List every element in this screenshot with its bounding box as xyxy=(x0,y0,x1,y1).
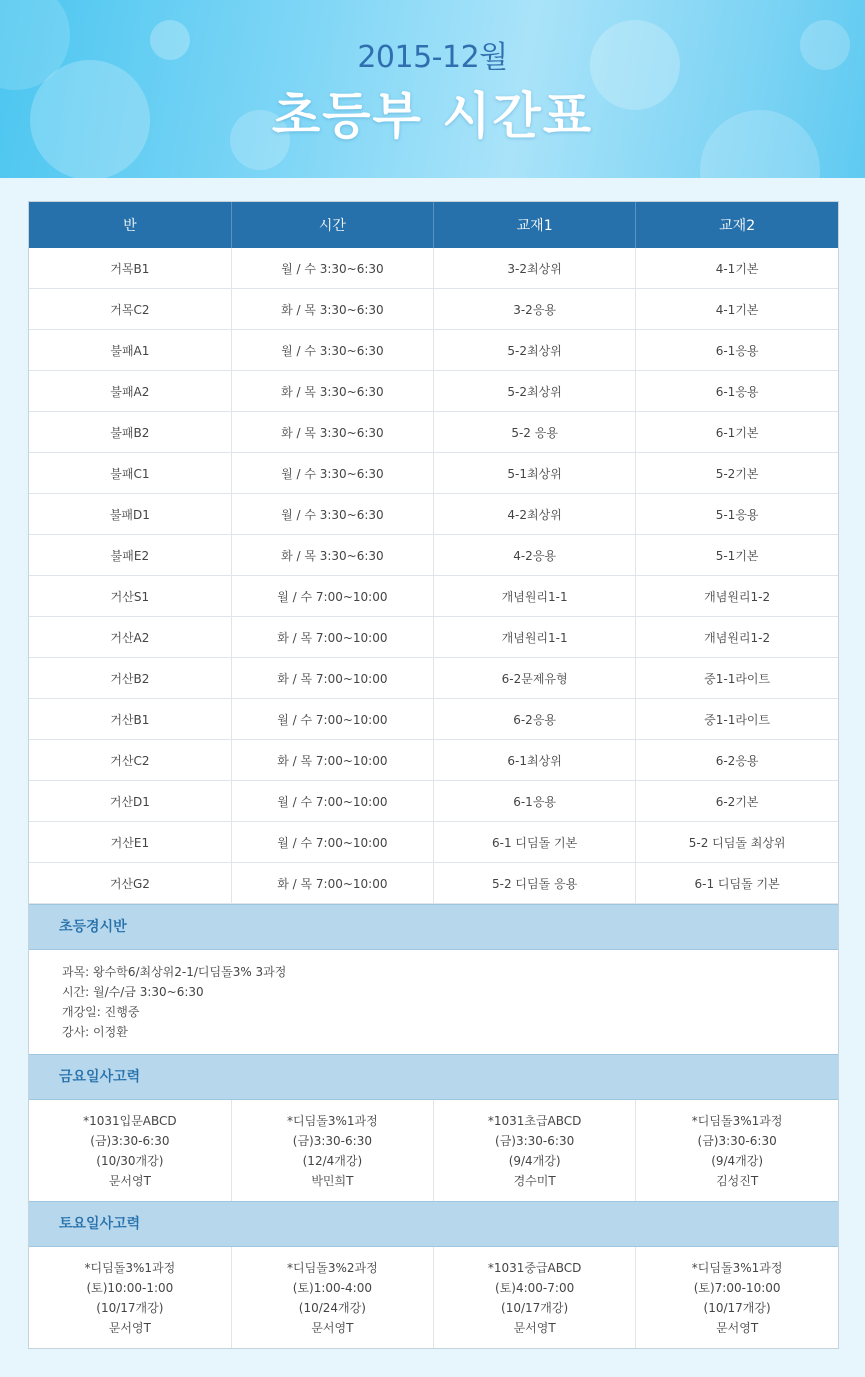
table-header-row xyxy=(29,202,838,248)
course-card-line: 문서영T xyxy=(716,1320,759,1335)
cell-book1: 3-2응용 xyxy=(434,289,636,330)
table-row xyxy=(29,617,838,658)
table-row xyxy=(29,248,838,289)
table-row xyxy=(29,535,838,576)
cell-book1: 6-1최상위 xyxy=(434,740,636,781)
saturday-cards xyxy=(29,1247,838,1348)
cell-class: 거산B2 xyxy=(29,658,231,699)
cell-time: 월 / 수 7:00~10:00 xyxy=(231,699,433,740)
table-row xyxy=(29,863,838,904)
cell-book2: 중1-1라이트 xyxy=(636,699,838,740)
cell-book1: 개념원리1-1 xyxy=(434,617,636,658)
cell-book1: 5-2 디딤돌 응용 xyxy=(434,863,636,904)
cell-time: 월 / 수 3:30~6:30 xyxy=(231,330,433,371)
cell-class: 불패B2 xyxy=(29,412,231,453)
course-card-line: (10/30개강) xyxy=(96,1153,164,1168)
cell-class: 거목C2 xyxy=(29,289,231,330)
friday-card-row xyxy=(29,1100,838,1201)
cell-book2: 개념원리1-2 xyxy=(636,576,838,617)
cell-time: 화 / 목 7:00~10:00 xyxy=(231,617,433,658)
course-card-line: *디딤돌3%1과정 xyxy=(84,1260,176,1275)
cell-book2: 5-1응용 xyxy=(636,494,838,535)
course-card-line: (9/4개강) xyxy=(711,1153,764,1168)
table-row xyxy=(29,781,838,822)
friday-section-title: 금요일사고력 xyxy=(29,1054,838,1100)
course-card-line: (10/17개강) xyxy=(501,1300,569,1315)
cell-book2: 6-2기본 xyxy=(636,781,838,822)
cell-class: 거목B1 xyxy=(29,248,231,289)
cell-class: 거산G2 xyxy=(29,863,231,904)
cell-book2: 6-1응용 xyxy=(636,330,838,371)
cell-class: 불패A2 xyxy=(29,371,231,412)
table-row xyxy=(29,412,838,453)
cell-book2: 중1-1라이트 xyxy=(636,658,838,699)
course-card-line: 경수미T xyxy=(513,1173,556,1188)
cell-time: 월 / 수 3:30~6:30 xyxy=(231,453,433,494)
cell-time: 화 / 목 3:30~6:30 xyxy=(231,535,433,576)
cell-time: 화 / 목 3:30~6:30 xyxy=(231,289,433,330)
course-card-line: 김성진T xyxy=(716,1173,759,1188)
cell-book1: 4-2최상위 xyxy=(434,494,636,535)
table-row xyxy=(29,658,838,699)
schedule-body xyxy=(29,248,838,904)
contest-info-line: 시간: 월/수/금 3:30~6:30 xyxy=(62,985,204,999)
cell-time: 화 / 목 7:00~10:00 xyxy=(231,740,433,781)
course-card-line: *디딤돌3%1과정 xyxy=(691,1113,783,1128)
friday-cards xyxy=(29,1100,838,1201)
cell-time: 월 / 수 7:00~10:00 xyxy=(231,576,433,617)
course-card-line: *1031초급ABCD xyxy=(487,1113,582,1128)
cell-book1: 개념원리1-1 xyxy=(434,576,636,617)
table-row xyxy=(29,740,838,781)
course-card-line: 문서영T xyxy=(513,1320,556,1335)
contest-info-line: 강사: 이정환 xyxy=(62,1025,128,1039)
page-subtitle: 2015-12월 xyxy=(357,40,508,75)
table-row xyxy=(29,822,838,863)
cell-book2: 6-1 디딤돌 기본 xyxy=(636,863,838,904)
cell-book2: 6-1응용 xyxy=(636,371,838,412)
cell-class: 불패E2 xyxy=(29,535,231,576)
timetable-panel xyxy=(28,201,839,1349)
cell-class: 불패A1 xyxy=(29,330,231,371)
col-header-book2: 교재2 xyxy=(636,202,838,248)
col-header-book1: 교재1 xyxy=(434,202,636,248)
table-row xyxy=(29,576,838,617)
course-card-line: *디딤돌3%2과정 xyxy=(287,1260,378,1275)
course-card-line: (9/4개강) xyxy=(508,1153,561,1168)
cell-class: 거산E1 xyxy=(29,822,231,863)
cell-book2: 4-1기본 xyxy=(636,289,838,330)
cell-book1: 5-2최상위 xyxy=(434,371,636,412)
contest-info-line: 개강일: 진행중 xyxy=(62,1005,140,1019)
cell-book1: 3-2최상위 xyxy=(434,248,636,289)
table-row xyxy=(29,453,838,494)
cell-book2: 6-1기본 xyxy=(636,412,838,453)
cell-book2: 6-2응용 xyxy=(636,740,838,781)
cell-book2: 4-1기본 xyxy=(636,248,838,289)
contest-info-line: 과목: 왕수학6/최상위2-1/디딤돌3% 3과정 xyxy=(62,965,287,979)
course-card-line: *디딤돌3%1과정 xyxy=(691,1260,783,1275)
saturday-course-card xyxy=(636,1247,838,1348)
course-card-line: (10/17개강) xyxy=(96,1300,164,1315)
cell-time: 월 / 수 7:00~10:00 xyxy=(231,822,433,863)
cell-book1: 6-1응용 xyxy=(434,781,636,822)
cell-book1: 6-2응용 xyxy=(434,699,636,740)
cell-class: 거산B1 xyxy=(29,699,231,740)
schedule-table xyxy=(29,202,838,904)
course-card-line: (금)3:30-6:30 xyxy=(495,1133,575,1148)
contest-info xyxy=(29,950,838,1054)
cell-class: 불패D1 xyxy=(29,494,231,535)
course-card-line: 문서영T xyxy=(108,1173,151,1188)
page-title: 초등부 시간표 xyxy=(271,87,594,145)
table-row xyxy=(29,289,838,330)
course-card-line: (금)3:30-6:30 xyxy=(292,1133,372,1148)
col-header-time: 시간 xyxy=(231,202,433,248)
course-card-line: (토)10:00-1:00 xyxy=(86,1280,174,1295)
table-row xyxy=(29,371,838,412)
cell-book1: 5-2최상위 xyxy=(434,330,636,371)
course-card-line: (10/17개강) xyxy=(703,1300,771,1315)
course-card-line: 문서영T xyxy=(311,1320,354,1335)
course-card-line: *1031입문ABCD xyxy=(83,1113,177,1128)
saturday-course-card xyxy=(29,1247,231,1348)
friday-course-card xyxy=(231,1100,433,1201)
saturday-course-card xyxy=(434,1247,636,1348)
cell-time: 화 / 목 7:00~10:00 xyxy=(231,658,433,699)
cell-book1: 4-2응용 xyxy=(434,535,636,576)
cell-book1: 6-1 디딤돌 기본 xyxy=(434,822,636,863)
friday-course-card xyxy=(636,1100,838,1201)
course-card-line: *디딤돌3%1과정 xyxy=(287,1113,378,1128)
saturday-course-card xyxy=(231,1247,433,1348)
friday-course-card xyxy=(434,1100,636,1201)
table-row xyxy=(29,330,838,371)
saturday-card-row xyxy=(29,1247,838,1348)
cell-time: 화 / 목 3:30~6:30 xyxy=(231,371,433,412)
table-row xyxy=(29,494,838,535)
cell-time: 월 / 수 3:30~6:30 xyxy=(231,248,433,289)
course-card-line: (10/24개강) xyxy=(298,1300,366,1315)
cell-time: 화 / 목 3:30~6:30 xyxy=(231,412,433,453)
course-card-line: (토)1:00-4:00 xyxy=(292,1280,372,1295)
cell-time: 월 / 수 3:30~6:30 xyxy=(231,494,433,535)
course-card-line: 박민희T xyxy=(311,1173,354,1188)
saturday-section-title: 토요일사고력 xyxy=(29,1201,838,1247)
cell-book1: 5-1최상위 xyxy=(434,453,636,494)
course-card-line: (토)7:00-10:00 xyxy=(693,1280,781,1295)
course-card-line: (금)3:30-6:30 xyxy=(90,1133,170,1148)
cell-class: 거산A2 xyxy=(29,617,231,658)
course-card-line: (12/4개강) xyxy=(302,1153,363,1168)
course-card-line: (금)3:30-6:30 xyxy=(697,1133,777,1148)
cell-class: 거산C2 xyxy=(29,740,231,781)
cell-class: 거산D1 xyxy=(29,781,231,822)
cell-book1: 5-2 응용 xyxy=(434,412,636,453)
header-banner xyxy=(0,0,865,178)
cell-time: 월 / 수 7:00~10:00 xyxy=(231,781,433,822)
cell-book1: 6-2문제유형 xyxy=(434,658,636,699)
cell-book2: 개념원리1-2 xyxy=(636,617,838,658)
cell-book2: 5-2 디딤돌 최상위 xyxy=(636,822,838,863)
friday-course-card xyxy=(29,1100,231,1201)
course-card-line: 문서영T xyxy=(108,1320,151,1335)
contest-section-title: 초등경시반 xyxy=(29,904,838,950)
cell-class: 불패C1 xyxy=(29,453,231,494)
course-card-line: *1031중급ABCD xyxy=(487,1260,582,1275)
col-header-class: 반 xyxy=(29,202,231,248)
course-card-line: (토)4:00-7:00 xyxy=(495,1280,575,1295)
cell-book2: 5-2기본 xyxy=(636,453,838,494)
cell-class: 거산S1 xyxy=(29,576,231,617)
cell-time: 화 / 목 7:00~10:00 xyxy=(231,863,433,904)
cell-book2: 5-1기본 xyxy=(636,535,838,576)
table-row xyxy=(29,699,838,740)
